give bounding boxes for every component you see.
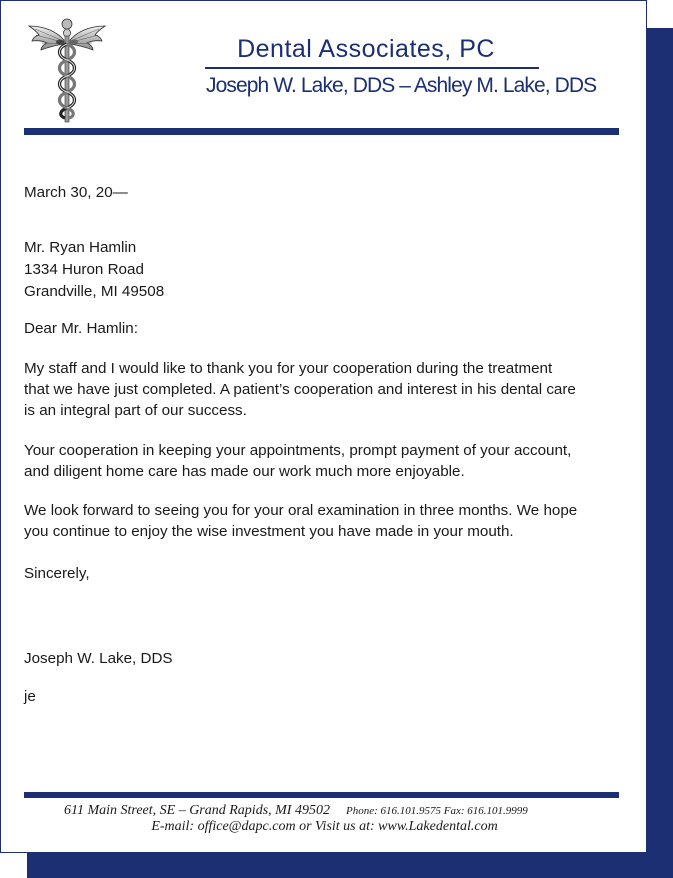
recipient-city: Grandville, MI 49508 (24, 283, 165, 300)
paragraph-line: My staff and I would like to thank you for your cooperation during the treatment (24, 360, 553, 377)
caduceus-icon (27, 14, 107, 126)
doctors-names: Joseph W. Lake, DDS – Ashley M. Lake, DDS (206, 74, 597, 97)
body-paragraph (24, 440, 624, 482)
firm-name-underline (205, 67, 539, 69)
signer-name: Joseph W. Lake, DDS (24, 650, 173, 667)
paragraph-line: and diligent home care has made our work much more enjoyable. (24, 463, 465, 480)
recipient-street: 1334 Huron Road (24, 261, 144, 278)
header-rule (24, 128, 619, 135)
paragraph-line: We look forward to seeing you for your oral examination in three months. We hope (24, 502, 578, 519)
paragraph-line: Your cooperation in keeping your appointments, prompt payment of your account, (24, 442, 572, 459)
footer-rule (24, 792, 619, 798)
letter-date: March 30, 20— (24, 184, 128, 201)
body-paragraph (24, 500, 624, 542)
recipient-name: Mr. Ryan Hamlin (24, 239, 137, 256)
paragraph-line: you continue to enjoy the wise investment you have made in your mouth. (24, 523, 514, 540)
footer-address: 611 Main Street, SE – Grand Rapids, MI 49502 (64, 803, 330, 818)
footer-phone-fax: Phone: 616.101.9575 Fax: 616.101.9999 (345, 805, 528, 817)
salutation: Dear Mr. Hamlin: (24, 320, 138, 337)
body-paragraph (24, 358, 624, 421)
paragraph-line: is an integral part of our success. (24, 402, 247, 419)
reference-initials: je (24, 688, 36, 705)
firm-name: Dental Associates, PC (237, 35, 495, 63)
footer-contact: E-mail: office@dapc.com or Visit us at: www.Lakedental.com (151, 819, 498, 834)
paragraph-line: that we have just completed. A patient’s cooperation and interest in his dental care (24, 381, 576, 398)
closing: Sincerely, (24, 565, 90, 582)
